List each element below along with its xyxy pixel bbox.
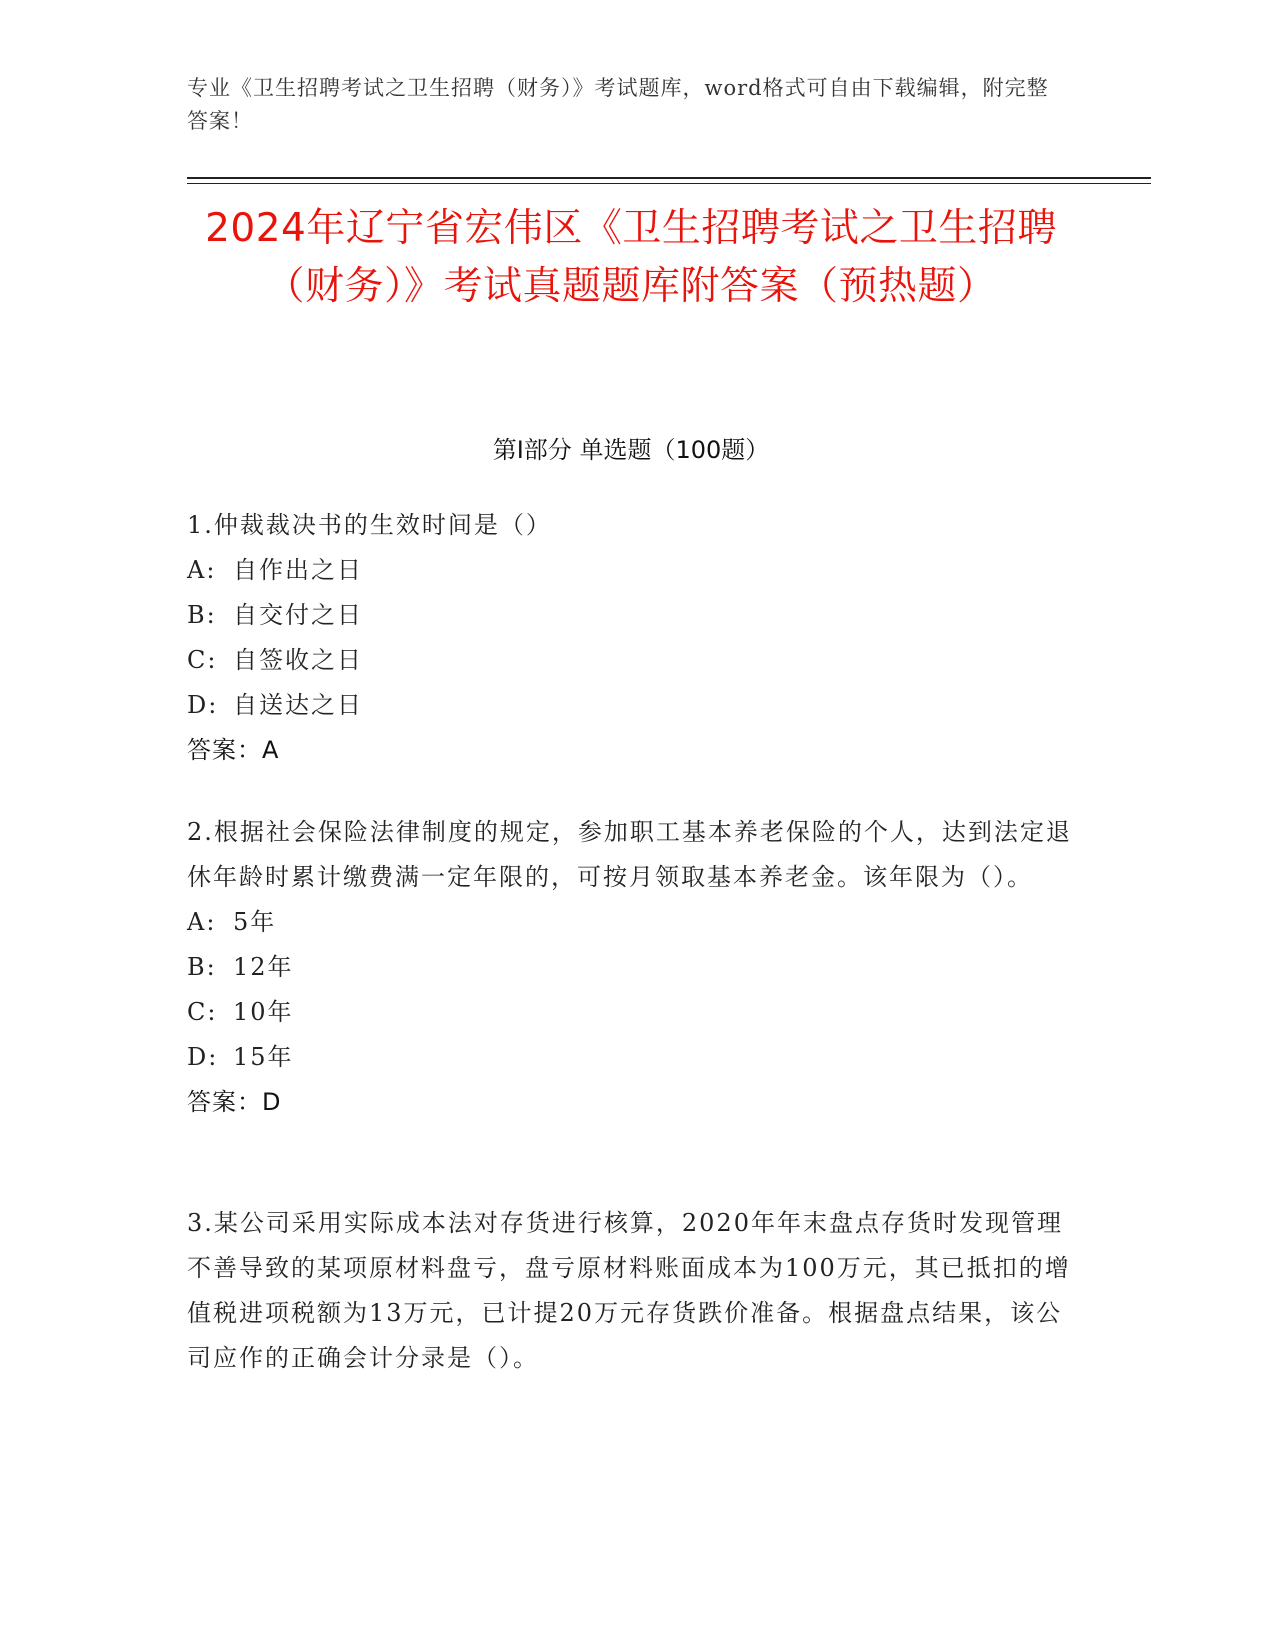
question-stem: 1.仲裁裁决书的生效时间是（） [187,511,552,539]
option-letter: B: [187,601,217,629]
answer-line: 答案：D [187,1088,282,1116]
option-letter: A: [187,908,217,936]
answer-line: 答案：A [187,736,280,764]
document-title: 2024年辽宁省宏伟区《卫生招聘考试之卫生招聘（财务）》考试真题题库附答案（预热题） [205,206,1057,309]
option-text: 自交付之日 [233,601,363,629]
option-a [187,548,1087,593]
question-2 [187,810,1087,1125]
option-text: 自签收之日 [233,646,363,674]
header-note: 专业《卫生招聘考试之卫生招聘（财务）》考试题库，word格式可自由下载编辑，附完整答案！ [187,76,1049,133]
option-text: 自送达之日 [233,691,363,719]
option-letter: A: [187,556,217,584]
question-stem: 3.某公司采用实际成本法对存货进行核算，2020年年末盘点存货时发现管理不善导致的某项原材料盘亏，盘亏原材料账面成本为100万元，其已抵扣的增值税进项税额为13万元，已计提20万元存货跌价准备。根据盘点结果，该公司应作的正确会计分录是（）。 [187,1209,1071,1372]
option-text: 12年 [233,953,294,981]
section-title: 第I部分 单选题（100题） [492,436,770,464]
option-b [187,945,1087,990]
option-c [187,638,1087,683]
option-letter: C: [187,646,218,674]
option-text: 自作出之日 [233,556,363,584]
option-d [187,683,1087,728]
option-letter: D: [187,691,219,719]
question-1 [187,503,1087,773]
option-text: 10年 [233,998,294,1026]
option-letter: D: [187,1043,219,1071]
option-b [187,593,1087,638]
question-3 [187,1201,1087,1381]
option-d [187,1035,1087,1080]
header-divider-thick [187,177,1151,179]
header-divider-thin [187,183,1151,184]
option-text: 5年 [233,908,277,936]
option-a [187,900,1087,945]
option-letter: B: [187,953,217,981]
option-letter: C: [187,998,218,1026]
option-text: 15年 [233,1043,294,1071]
option-c [187,990,1087,1035]
question-stem: 2.根据社会保险法律制度的规定，参加职工基本养老保险的个人，达到法定退休年龄时累计缴费满一定年限的，可按月领取基本养老金。该年限为（）。 [187,818,1072,891]
